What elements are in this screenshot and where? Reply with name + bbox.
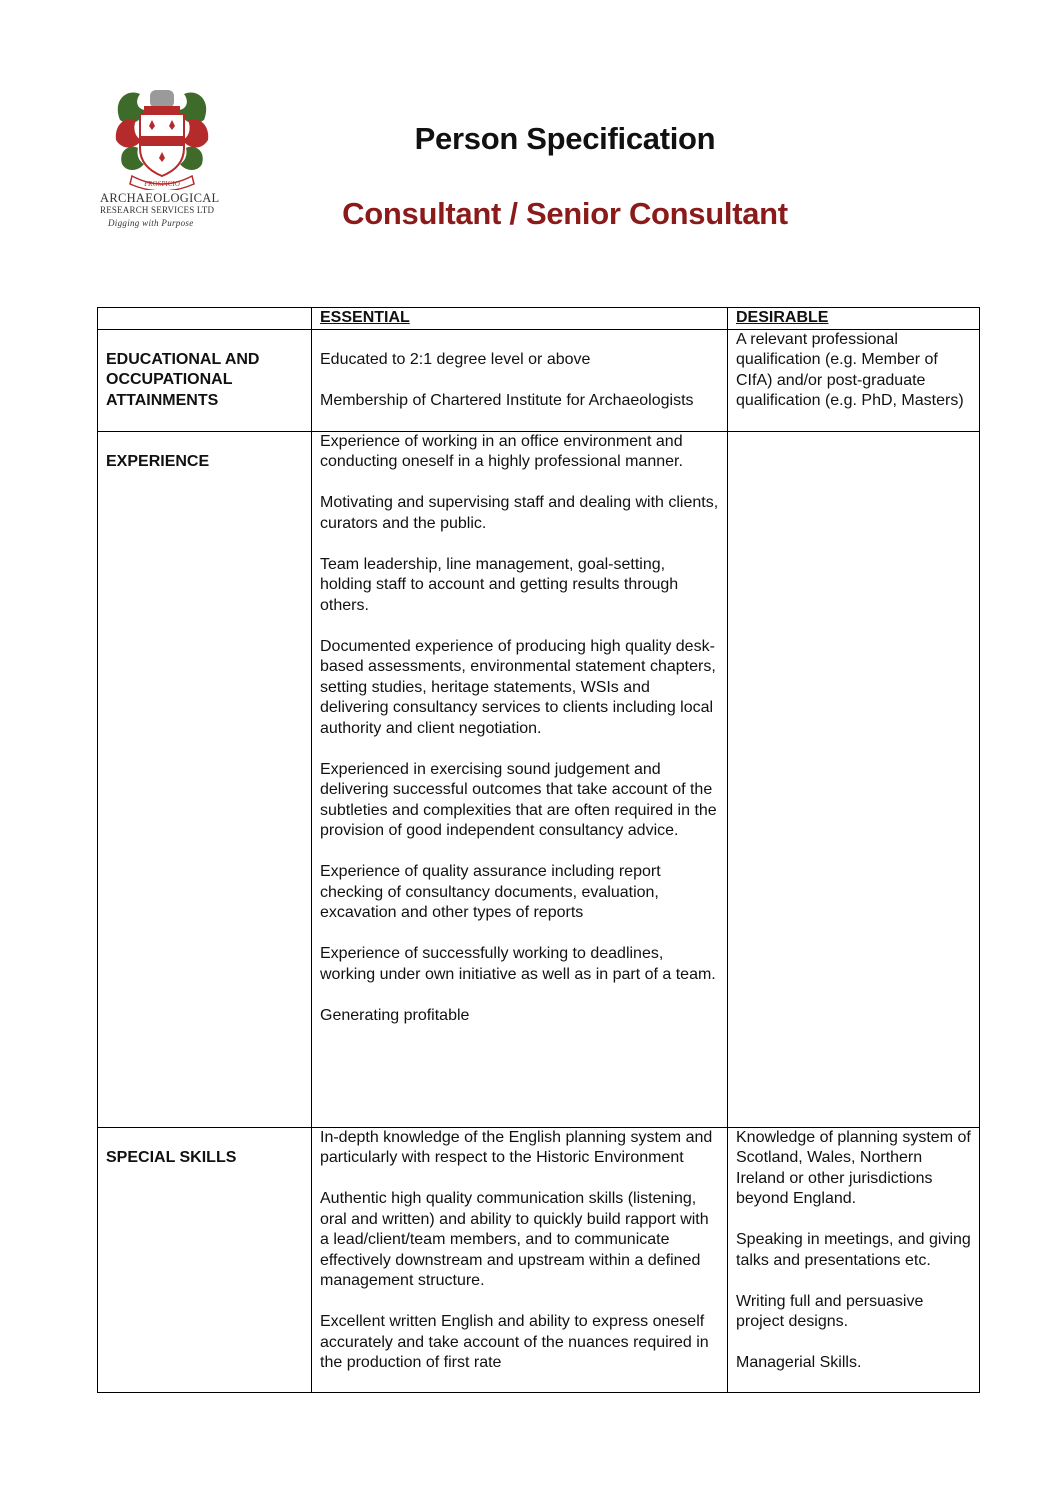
essential-item: Educated to 2:1 degree level or above — [320, 351, 591, 368]
essential-spacer — [320, 330, 719, 351]
header-desirable: DESIRABLE — [728, 308, 980, 330]
specification-table — [97, 307, 980, 1393]
company-logo — [100, 80, 230, 240]
essential-item: Generating profitable — [320, 1006, 470, 1024]
org-name — [100, 192, 230, 229]
table-header-row — [98, 308, 980, 330]
category-label: EXPERIENCE — [98, 431, 312, 1127]
essential-item: Experienced in exercising sound judgement and delivering successful outcomes that take account of the subtleties and complexities that are often required in the provision of good independent consultancy advice. — [320, 760, 717, 839]
essential-item: In-depth knowledge of the English planning system and particularly with respect to the Historic Environment — [320, 1128, 713, 1166]
essential-item: Authentic high quality communication skills (listening, oral and written) and ability to quickly build rapport with a lead/client/team members, and to communicate effectively downstream and upstream within a defined management structure. — [320, 1190, 709, 1289]
org-name-line1: ARCHAEOLOGICAL — [100, 191, 220, 205]
essential-item: Motivating and supervising staff and dealing with clients, curators and the public. — [320, 494, 719, 532]
table-row — [98, 1127, 980, 1392]
desirable-item — [736, 1230, 971, 1271]
desirable-item: Managerial Skills. — [736, 1354, 862, 1371]
page-title: Person Specification — [414, 121, 716, 156]
header-essential: ESSENTIAL — [312, 308, 728, 330]
desirable-item: Writing full and persuasive project designs. — [736, 1292, 924, 1330]
category-label: EDUCATIONAL AND OCCUPATIONAL ATTAINMENTS — [98, 329, 312, 431]
essential-item: Team leadership, line management, goal-setting, holding staff to account and getting results through others. — [320, 555, 679, 614]
essential-item: Experience of quality assurance including report checking of consultancy documents, evaluation, excavation and other types of reports — [320, 863, 661, 921]
header-cell-blank — [98, 308, 312, 330]
desirable-cell — [728, 329, 980, 431]
desirable-item-text: Speaking in meetings, and giving talks and presentations etc. — [736, 1231, 971, 1269]
desirable-cell — [728, 431, 980, 1127]
org-tagline: Digging with Purpose — [108, 218, 194, 228]
essential-item: Documented experience of producing high quality desk-based assessments, environmental statement chapters, setting studies, heritage statements, WSIs and delivering consultancy services to clients including local authority and client negotiation. — [320, 637, 716, 737]
category-label: SPECIAL SKILLS — [98, 1127, 312, 1392]
essential-cell — [312, 329, 728, 431]
essential-item: Membership of Chartered Institute for Archaeologists — [320, 392, 694, 409]
desirable-cell — [728, 1127, 980, 1392]
essential-cell — [312, 431, 728, 1127]
table-row — [98, 431, 980, 1127]
essential-item: Experience of successfully working to deadlines, working under own initiative as well as in part of a team. — [320, 945, 716, 983]
desirable-item: A relevant professional qualification (e.g. Member of CIfA) and/or post-graduate qualification (e.g. PhD, Masters) — [736, 330, 964, 409]
org-name-line2: RESEARCH SERVICES LTD — [100, 205, 215, 215]
page-subtitle: Consultant / Senior Consultant — [342, 196, 788, 231]
essential-cell — [312, 1127, 728, 1392]
table-row — [98, 329, 980, 431]
essential-item: Excellent written English and ability to express oneself accurately and take account of the nuances required in the production of first rate — [320, 1313, 709, 1371]
essential-item: Experience of working in an office environment and conducting oneself in a highly professional manner. — [320, 432, 683, 470]
desirable-item: Knowledge of planning system of Scotland, Wales, Northern Ireland or other jurisdictions beyond England. — [736, 1128, 971, 1207]
motto: PROSPICIO — [144, 180, 180, 188]
crest-icon — [112, 80, 212, 190]
